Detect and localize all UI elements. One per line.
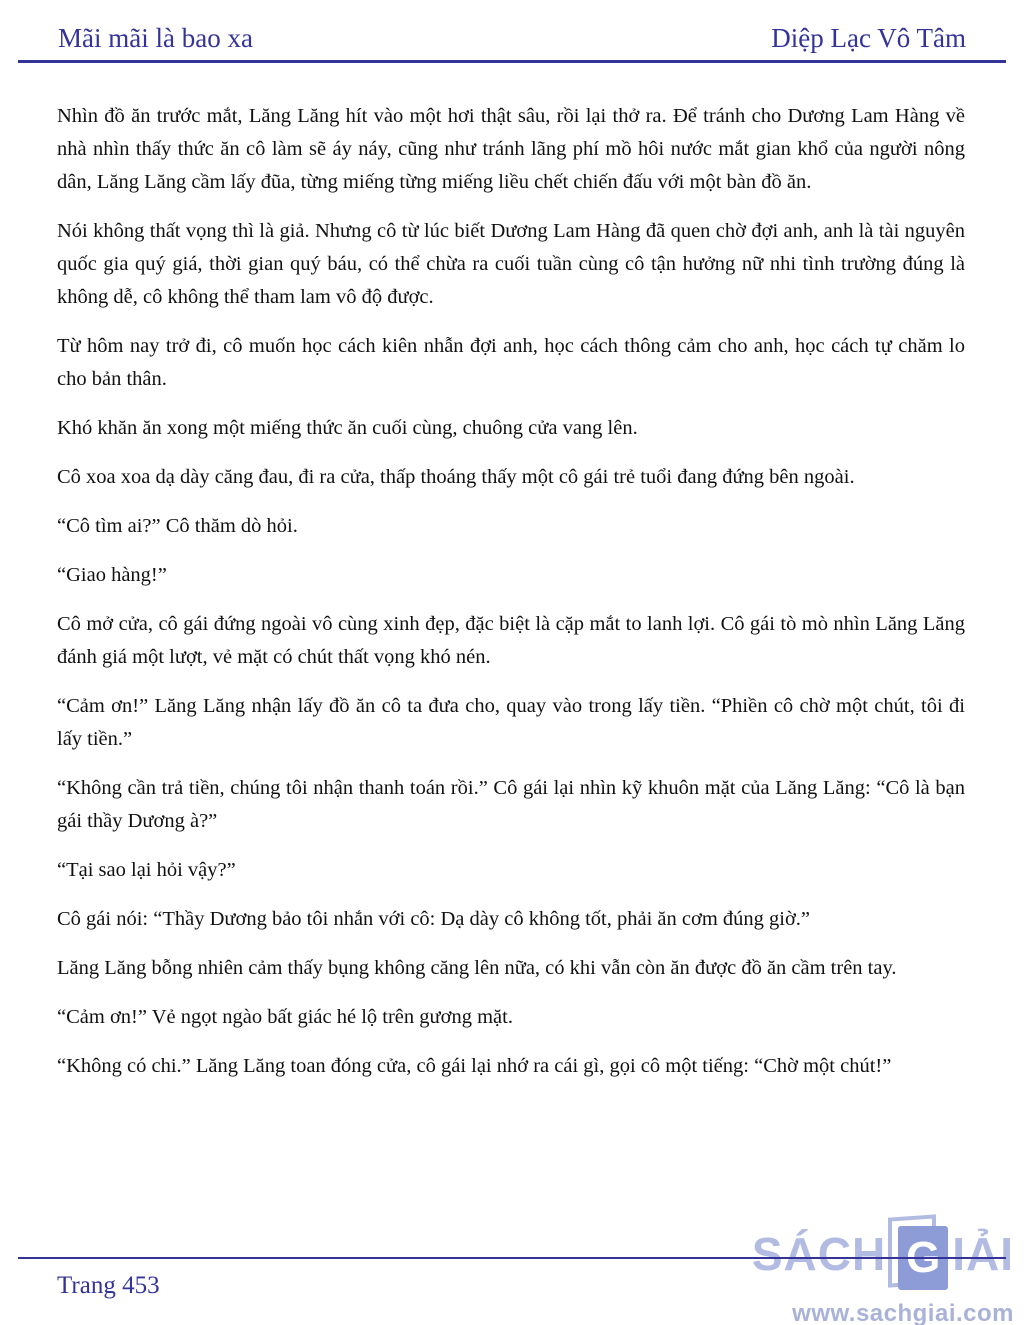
paragraph: “Không có chi.” Lăng Lăng toan đóng cửa, cô gái lại nhớ ra cái gì, gọi cô một tiếng: “Chờ một chút!” bbox=[57, 1055, 892, 1077]
paragraph: Khó khăn ăn xong một miếng thức ăn cuối cùng, chuông cửa vang lên. bbox=[57, 417, 638, 439]
watermark-url: www.sachgiai.com bbox=[792, 1300, 1014, 1325]
paragraph: “Cảm ơn!” Lăng Lăng nhận lấy đồ ăn cô ta đưa cho, quay vào trong lấy tiền. “Phiền cô chờ một chút, tôi đi lấy tiền.” bbox=[57, 695, 965, 750]
paragraph: Cô xoa xoa dạ dày căng đau, đi ra cửa, thấp thoáng thấy một cô gái trẻ tuổi đang đứng bên ngoài. bbox=[57, 466, 855, 488]
sachgiai-watermark bbox=[752, 1216, 1014, 1325]
paragraph: “Cảm ơn!” Vẻ ngọt ngào bất giác hé lộ trên gương mặt. bbox=[57, 1006, 513, 1028]
footer-divider bbox=[18, 1257, 1006, 1259]
author-name: Diệp Lạc Vô Tâm bbox=[771, 23, 966, 54]
paragraph: Cô gái nói: “Thầy Dương bảo tôi nhắn với cô: Dạ dày cô không tốt, phải ăn cơm đúng giờ.” bbox=[57, 908, 811, 930]
logo-text-right: IẢI bbox=[952, 1228, 1014, 1280]
book-title: Mãi mãi là bao xa bbox=[58, 23, 253, 54]
paragraph: Từ hôm nay trở đi, cô muốn học cách kiên nhẫn đợi anh, học cách thông cảm cho anh, học cách tự chăm lo cho bản thân. bbox=[57, 335, 965, 390]
paragraph: “Giao hàng!” bbox=[57, 564, 167, 586]
logo-letter-g: G bbox=[906, 1233, 941, 1282]
sachgiai-logo bbox=[752, 1216, 1014, 1292]
page-number: Trang 453 bbox=[57, 1272, 160, 1299]
paragraph-list bbox=[57, 100, 965, 1099]
paragraph: “Cô tìm ai?” Cô thăm dò hỏi. bbox=[57, 515, 298, 537]
page-header bbox=[18, 0, 1006, 63]
book-g-icon bbox=[888, 1216, 950, 1292]
paragraph: “Tại sao lại hỏi vậy?” bbox=[57, 859, 236, 881]
logo-text-left: SÁCH bbox=[751, 1228, 887, 1280]
paragraph: Nhìn đồ ăn trước mắt, Lăng Lăng hít vào một hơi thật sâu, rồi lại thở ra. Để tránh cho Dương Lam Hàng về nhà nhìn thấy thức ăn cô làm sẽ áy náy, cũng như tránh lãng phí mồ hôi nước mắt gian khổ của người nông dân, Lăng Lăng cầm lấy đũa, từng miếng từng miếng liều chết chiến đấu với một bàn đồ ăn. bbox=[57, 105, 965, 193]
paragraph: “Không cần trả tiền, chúng tôi nhận thanh toán rồi.” Cô gái lại nhìn kỹ khuôn mặt của Lăng Lăng: “Cô là bạn gái thầy Dương à?” bbox=[57, 777, 965, 832]
paragraph: Nói không thất vọng thì là giả. Nhưng cô từ lúc biết Dương Lam Hàng đã quen chờ đợi anh, anh là tài nguyên quốc gia quý giá, thời gian quý báu, có thể chừa ra cuối tuần cùng cô tận hưởng nữ nhi tình trường đúng là không dễ, cô không thể tham lam vô độ được. bbox=[57, 220, 965, 308]
paragraph: Lăng Lăng bỗng nhiên cảm thấy bụng không căng lên nữa, có khi vẫn còn ăn được đồ ăn cầm trên tay. bbox=[57, 957, 897, 979]
paragraph: Cô mở cửa, cô gái đứng ngoài vô cùng xinh đẹp, đặc biệt là cặp mắt to lanh lợi. Cô gái tò mò nhìn Lăng Lăng đánh giá một lượt, vẻ mặt có chút thất vọng khó nén. bbox=[57, 613, 965, 668]
